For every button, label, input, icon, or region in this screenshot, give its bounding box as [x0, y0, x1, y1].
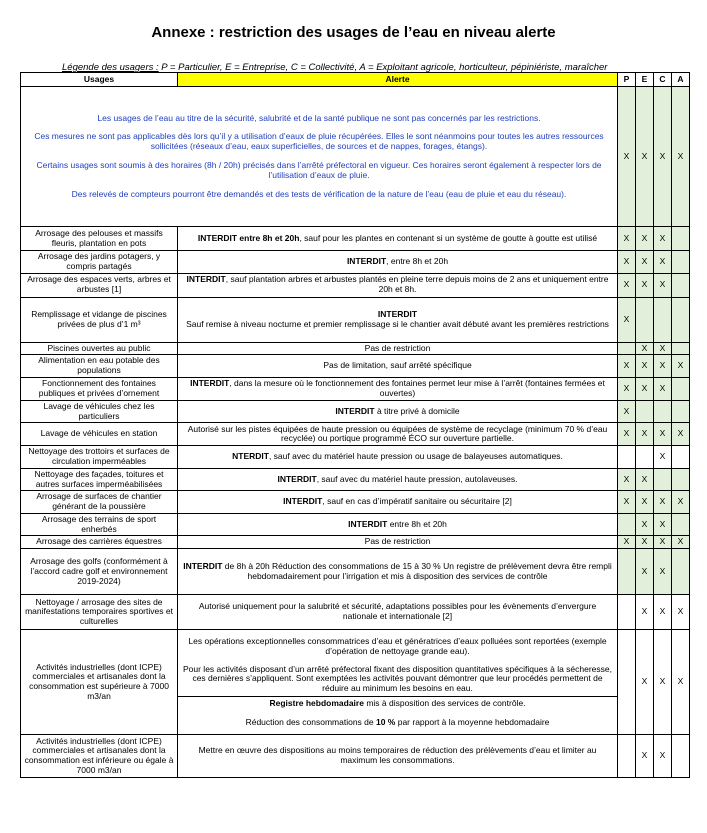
- mark-a: X: [672, 630, 690, 735]
- usage-cell: Nettoyage des trottoirs et surfaces de circulation imperméables: [21, 446, 178, 469]
- alert-text: , dans la mesure où le fonctionnement des fontaines permet leur mise à l’arrêt (fontaines fermées et ouvertes): [229, 378, 605, 398]
- mark-p: [618, 630, 636, 735]
- legend-label: Légende des usagers :: [62, 62, 159, 73]
- usage-cell: Arrosage des carrières équestres: [21, 536, 178, 549]
- mark-p: X: [618, 377, 636, 400]
- mark-p: X: [618, 227, 636, 251]
- mark-a: [672, 297, 690, 342]
- alert-text: , sauf en cas d’impératif sanitaire ou sécuritaire [2]: [322, 496, 512, 507]
- alert-cell: [178, 355, 618, 378]
- mark-c: X: [654, 536, 672, 549]
- table-row: [21, 342, 690, 355]
- industrial-text: Réduction des consommations de: [245, 716, 376, 727]
- alert-text: Mettre en œuvre des dispositions au moins temporaires de réduction des prélèvements d’eau et limiter au maximum les consommations.: [198, 745, 597, 766]
- usage-cell: Activités industrielles (dont ICPE) commerciales et artisanales dont la consommation est supérieure à 7000 m3/an: [21, 630, 178, 735]
- alert-text: Pas de limitation, sauf arrêté spécifique: [323, 360, 472, 371]
- usage-cell: Arrosage de surfaces de chantier générant de la poussière: [21, 491, 178, 514]
- table-row: [21, 273, 690, 297]
- mark-a: [672, 400, 690, 423]
- mark-e: X: [636, 468, 654, 491]
- header-a: A: [672, 73, 690, 87]
- table-row: [21, 423, 690, 446]
- table-row: [21, 735, 690, 778]
- table-row: [21, 549, 690, 595]
- usage-cell: Arrosage des espaces verts, arbres et arbustes [1]: [21, 273, 178, 297]
- page-title: Annexe : restriction des usages de l’eau en niveau alerte: [151, 24, 556, 41]
- mark-a: [672, 342, 690, 355]
- header-usages: Usages: [21, 73, 178, 87]
- alert-cell: [178, 377, 618, 400]
- alert-bold: INTERDIT: [348, 518, 388, 529]
- mark-e: X: [636, 251, 654, 274]
- alert-text: , sauf plantation arbres et arbustes plantés en pleine terre depuis moins de 2 ans et uniquement entre 20h et 8h.: [225, 274, 609, 295]
- alert-bold: INTERDIT: [283, 496, 323, 507]
- usage-cell: Activités industrielles (dont ICPE) commerciales et artisanales dont la consommation est inférieure ou égale à 7000 m3/an: [21, 735, 178, 778]
- alert-text: Autorisé sur les pistes équipées de haute pression ou équipées de système de recyclage (minimum 70 % d’eau recyclée) ou portique programmé ÉCO sur ouverture partielle.: [187, 423, 608, 444]
- table-row: [21, 355, 690, 378]
- mark-e: X: [636, 423, 654, 446]
- intro-paragraph: Les usages de l’eau au titre de la sécurité, salubrité et de la santé publique ne sont pas concernés par les restrictions.: [97, 112, 541, 123]
- mark-a: [672, 468, 690, 491]
- alert-text: , sauf avec du matériel haute pression ou usage de balayeuses automatiques.: [268, 451, 563, 462]
- mark-c: X: [654, 595, 672, 630]
- industrial-text: Pour les activités disposant d’un arrêté préfectoral fixant des disposition quantitatives spécifiques à la sécheresse, ces dernières s’appliquent. Sont exemptées les activités pouvant démontrer que leur procédés permettent de réduire au minimum les besoins en eau.: [182, 663, 612, 694]
- alert-bold: INTERDIT: [377, 308, 418, 319]
- mark-a: X: [672, 536, 690, 549]
- usage-cell: Alimentation en eau potable des populations: [21, 355, 178, 378]
- header-p: P: [618, 73, 636, 87]
- alert-cell: [178, 400, 618, 423]
- mark-c: X: [654, 251, 672, 274]
- mark-e: X: [636, 549, 654, 595]
- header-c: C: [654, 73, 672, 87]
- alert-text: de 8h à 20h Réduction des consommations de 15 à 30 % Un registre de prélèvement devra être rempli hebdomadairement pour l’irrigation et mis à disposition des services de contrôle: [222, 560, 612, 581]
- mark-e: X: [636, 87, 654, 227]
- alert-text: Autorisé uniquement pour la salubrité et sécurité, adaptations possibles pour les évènements d’envergure nationale et internationale [2]: [198, 601, 597, 622]
- mark-e: X: [636, 513, 654, 536]
- mark-c: [654, 468, 672, 491]
- mark-e: X: [636, 227, 654, 251]
- usage-cell: Arrosage des terrains de sport enherbés: [21, 513, 178, 536]
- industrial-bold: Registre hebdomadaire: [269, 697, 364, 708]
- usage-cell: Arrosage des jardins potagers, y compris partagés: [21, 251, 178, 274]
- intro-text: [21, 87, 618, 227]
- alert-text: , sauf pour les plantes en contenant si un système de goutte à goutte est utilisé: [299, 232, 598, 243]
- mark-c: X: [654, 87, 672, 227]
- alert-text: Sauf remise à niveau nocturne et premier remplissage si le chantier avait débuté avant les premières restrictions: [186, 318, 609, 329]
- table-row: [21, 491, 690, 514]
- mark-p: X: [618, 273, 636, 297]
- mark-p: X: [618, 297, 636, 342]
- mark-e: X: [636, 342, 654, 355]
- alert-cell: [178, 630, 618, 735]
- industrial-text: par rapport à la moyenne hebdomadaire: [395, 716, 550, 727]
- usage-cell: Piscines ouvertes au public: [21, 342, 178, 355]
- mark-e: X: [636, 630, 654, 735]
- mark-p: X: [618, 251, 636, 274]
- mark-a: X: [672, 595, 690, 630]
- usage-cell: Lavage de véhicules en station: [21, 423, 178, 446]
- alert-bold: INTERDIT: [190, 378, 230, 389]
- mark-a: [672, 446, 690, 469]
- mark-p: [618, 735, 636, 778]
- table-row: [21, 377, 690, 400]
- alert-text: Pas de restriction: [364, 342, 431, 353]
- mark-c: X: [654, 355, 672, 378]
- mark-c: X: [654, 377, 672, 400]
- alert-bold: INTERDIT: [186, 274, 226, 285]
- mark-e: [636, 297, 654, 342]
- mark-a: X: [672, 491, 690, 514]
- mark-c: X: [654, 513, 672, 536]
- mark-p: [618, 549, 636, 595]
- usage-cell: Lavage de véhicules chez les particuliers: [21, 400, 178, 423]
- mark-p: X: [618, 400, 636, 423]
- alert-bold: INTERDIT: [277, 473, 317, 484]
- mark-p: [618, 595, 636, 630]
- alert-cell: [178, 297, 618, 342]
- mark-a: [672, 227, 690, 251]
- usage-cell: Nettoyage / arrosage des sites de manifestations temporaires sportives et culturelles: [21, 595, 178, 630]
- header-e: E: [636, 73, 654, 87]
- table-row: [21, 468, 690, 491]
- alert-bold: NTERDIT: [232, 451, 269, 462]
- mark-e: [636, 446, 654, 469]
- mark-p: X: [618, 355, 636, 378]
- mark-c: [654, 400, 672, 423]
- legend-text: P = Particulier, E = Entreprise, C = Collectivité, A = Exploitant agricole, horticulteur, pépiniériste, maraîcher: [158, 62, 608, 73]
- alert-cell: [178, 446, 618, 469]
- header-alerte: Alerte: [178, 73, 618, 87]
- usage-cell: Remplissage et vidange de piscines privées de plus d’1 m³: [21, 297, 178, 342]
- alert-cell: [178, 273, 618, 297]
- mark-c: X: [654, 446, 672, 469]
- alert-cell: [178, 595, 618, 630]
- alert-bold: INTERDIT: [346, 255, 387, 266]
- mark-e: [636, 400, 654, 423]
- industrial-bold: 10 %: [375, 716, 396, 727]
- usage-cell: Arrosage des pelouses et massifs fleuris, plantation en pots: [21, 227, 178, 251]
- table-row: [21, 595, 690, 630]
- alert-text: à titre privé à domicile: [374, 405, 460, 416]
- intro-paragraph: Ces mesures ne sont pas applicables dès lors qu’il y a utilisation d’eaux de pluie récupérées. Elles le sont néanmoins pour toutes les autres ressources sollicitées (réseaux d’eau, eaux superficielles, de sources et de nappes, forages, étangs).: [34, 131, 604, 152]
- mark-e: X: [636, 735, 654, 778]
- mark-p: X: [618, 423, 636, 446]
- mark-a: [672, 549, 690, 595]
- mark-c: X: [654, 735, 672, 778]
- mark-e: X: [636, 377, 654, 400]
- alert-cell: [178, 227, 618, 251]
- intro-row: [21, 87, 690, 227]
- mark-p: X: [618, 536, 636, 549]
- table-row: [21, 536, 690, 549]
- alert-bold: INTERDIT: [335, 405, 375, 416]
- mark-e: X: [636, 355, 654, 378]
- mark-c: [654, 297, 672, 342]
- alert-cell: [178, 342, 618, 355]
- alert-bold: INTERDIT: [183, 560, 223, 571]
- mark-a: [672, 273, 690, 297]
- table-row: [21, 400, 690, 423]
- restrictions-table: [20, 72, 690, 778]
- mark-p: [618, 446, 636, 469]
- alert-cell: [178, 735, 618, 778]
- mark-c: X: [654, 423, 672, 446]
- mark-c: X: [654, 491, 672, 514]
- intro-paragraph: Des relevés de compteurs pourront être demandés et des tests de vérification de la nature de l’eau (eau de pluie et eau du réseau).: [71, 188, 567, 199]
- mark-p: X: [618, 491, 636, 514]
- alert-cell: [178, 251, 618, 274]
- industrial-text: Les opérations exceptionnelles consommatrices d’eau et génératrices d’eaux polluées sont reportées (exemple d’opération de nettoyage grande eau).: [188, 636, 607, 656]
- mark-a: [672, 513, 690, 536]
- alert-cell: [178, 536, 618, 549]
- mark-c: X: [654, 273, 672, 297]
- mark-a: X: [672, 423, 690, 446]
- mark-p: X: [618, 468, 636, 491]
- industrial-part2: [178, 697, 617, 730]
- industrial-part1: [178, 635, 617, 697]
- alert-text: entre 8h et 20h: [387, 518, 447, 529]
- usage-cell: Nettoyage des façades, toitures et autres surfaces imperméabilisées: [21, 468, 178, 491]
- mark-a: [672, 377, 690, 400]
- mark-e: X: [636, 491, 654, 514]
- table-row: [21, 446, 690, 469]
- alert-cell: [178, 468, 618, 491]
- alert-cell: [178, 491, 618, 514]
- mark-p: [618, 342, 636, 355]
- alert-bold: INTERDIT entre 8h et 20h: [197, 232, 300, 243]
- mark-e: X: [636, 273, 654, 297]
- alert-text: Pas de restriction: [364, 536, 431, 547]
- table-row: [21, 227, 690, 251]
- mark-e: X: [636, 536, 654, 549]
- alert-text: , entre 8h et 20h: [386, 255, 449, 266]
- mark-a: X: [672, 87, 690, 227]
- mark-a: [672, 735, 690, 778]
- mark-e: X: [636, 595, 654, 630]
- industrial-text: mis à disposition des services de contrôle.: [363, 697, 526, 708]
- table-row: [21, 630, 690, 735]
- table-row: [21, 297, 690, 342]
- mark-c: X: [654, 227, 672, 251]
- usage-cell: Fonctionnement des fontaines publiques et privées d’ornement: [21, 377, 178, 400]
- table-row: [21, 513, 690, 536]
- mark-c: X: [654, 342, 672, 355]
- mark-c: X: [654, 549, 672, 595]
- intro-paragraph: Certains usages sont soumis à des horaires (8h / 20h) précisés dans l’arrêté préfectoral en vigueur. Ces horaires seront également à respecter lors de l’utilisation d’eaux de pluie.: [36, 160, 602, 180]
- mark-c: X: [654, 630, 672, 735]
- alert-cell: [178, 513, 618, 536]
- mark-a: X: [672, 355, 690, 378]
- mark-a: [672, 251, 690, 274]
- mark-p: X: [618, 87, 636, 227]
- alert-text: , sauf avec du matériel haute pression, autolaveuses.: [316, 473, 518, 484]
- alert-cell: [178, 549, 618, 595]
- alert-cell: [178, 423, 618, 446]
- mark-p: [618, 513, 636, 536]
- table-row: [21, 251, 690, 274]
- usage-cell: Arrosage des golfs (conformément à l’accord cadre golf et environnement 2019-2024): [21, 549, 178, 595]
